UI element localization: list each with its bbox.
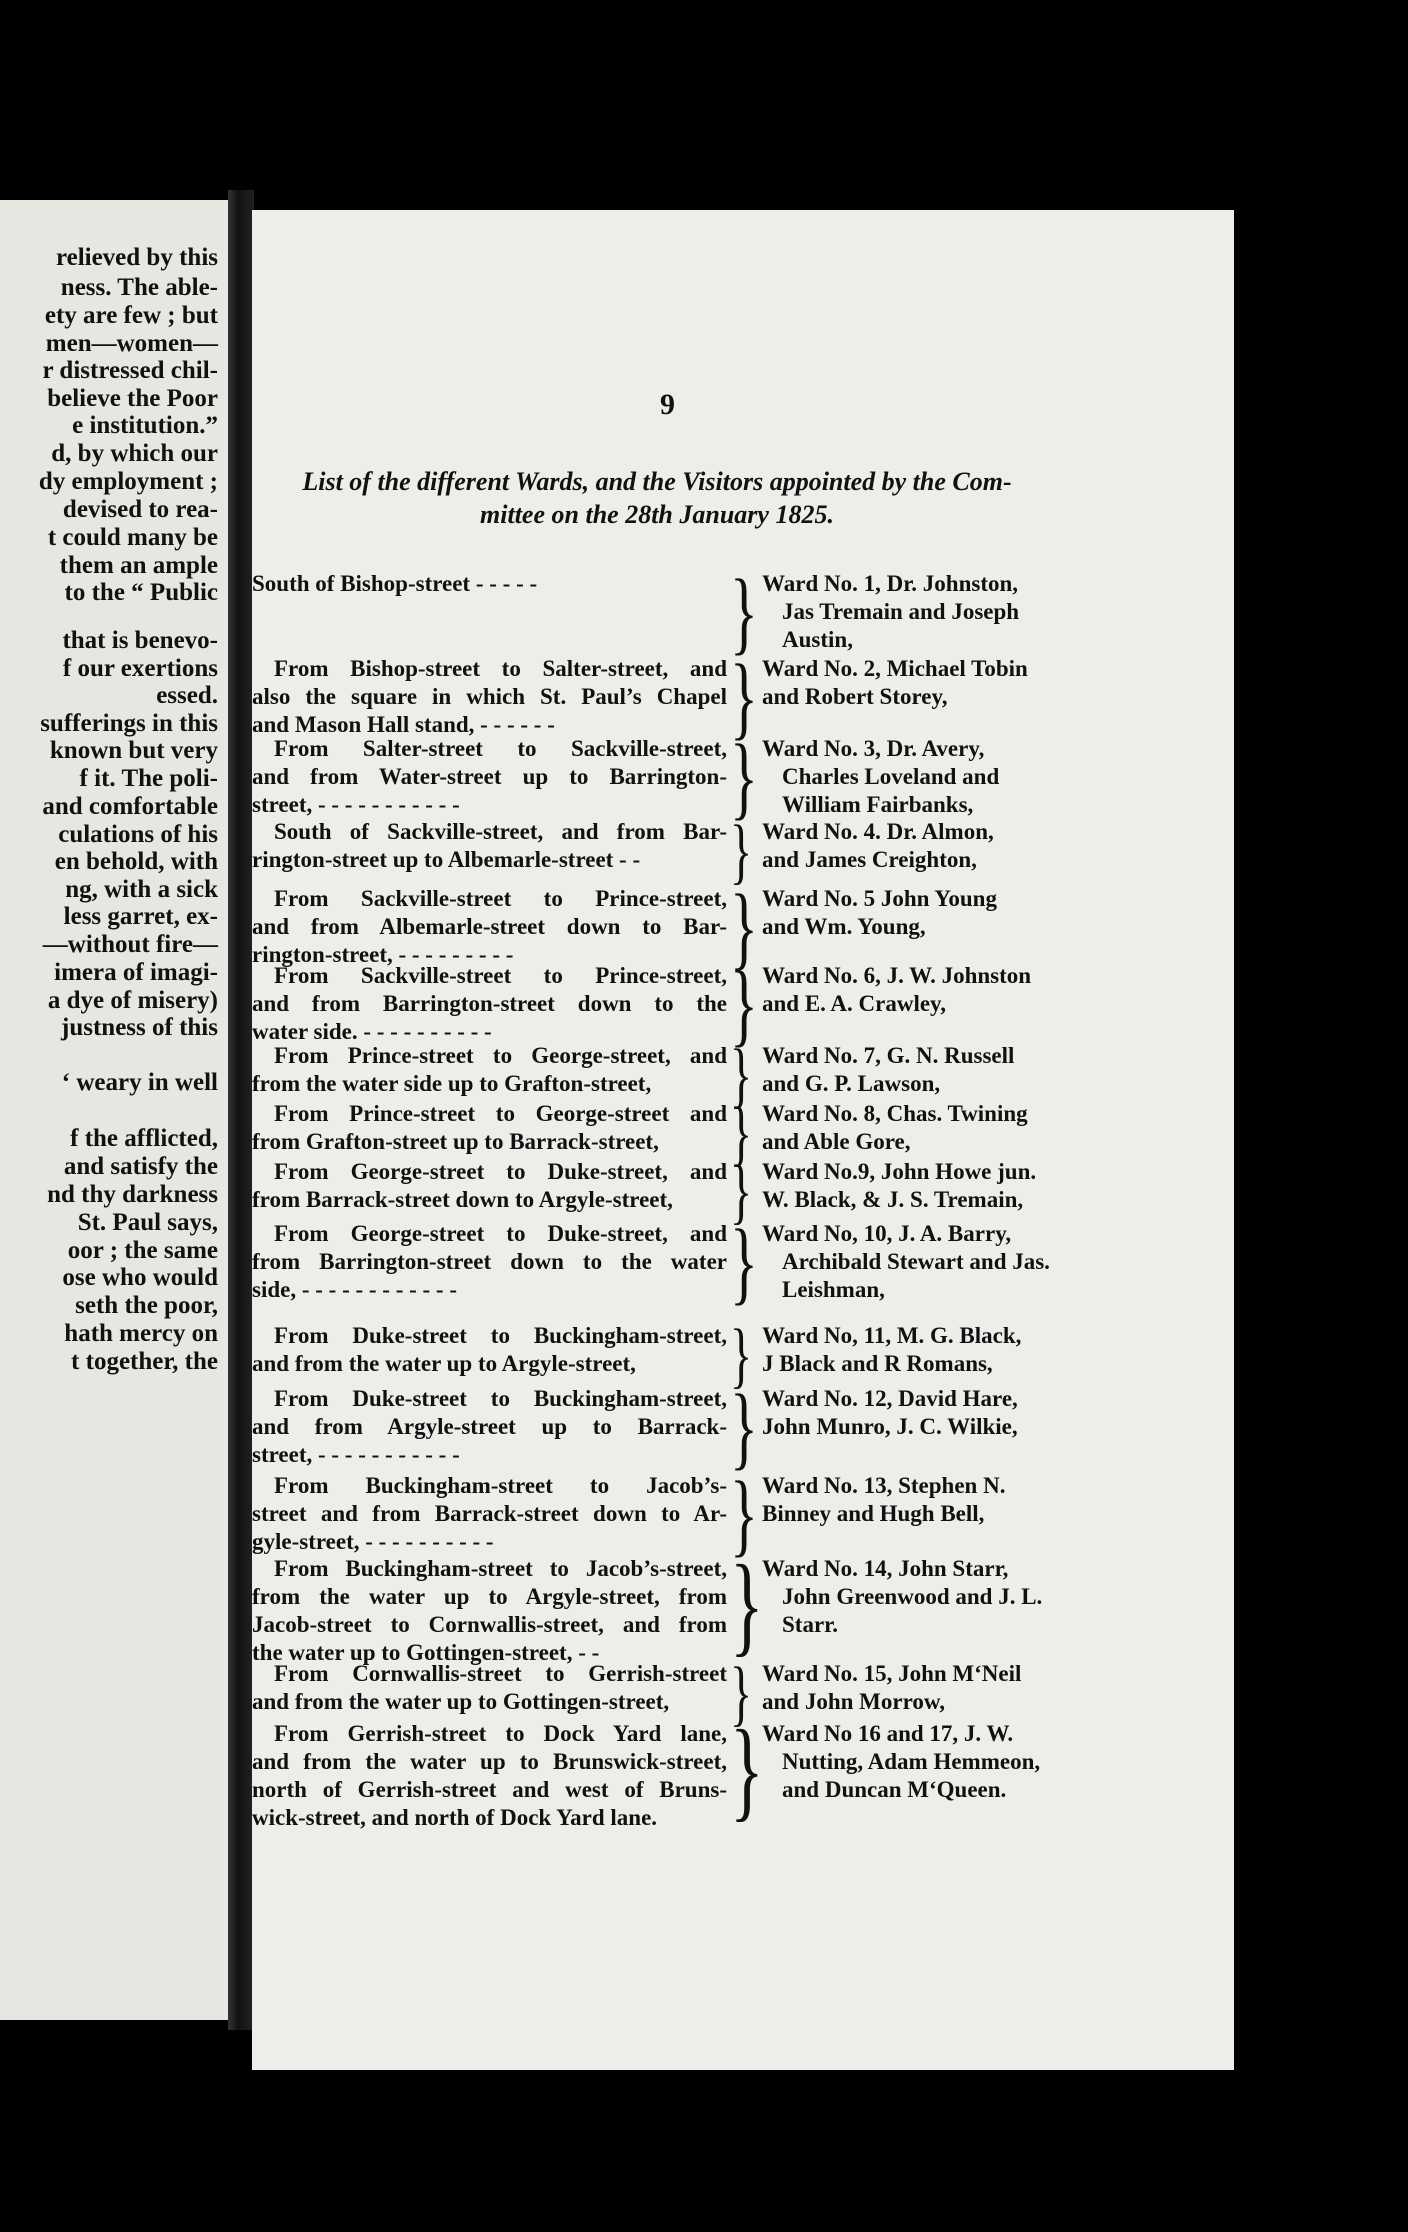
facing-page-line: men—women—: [45, 330, 218, 357]
facing-page-line: devised to rea-: [62, 496, 218, 523]
ward-visitors: [762, 1042, 1212, 1098]
ward-visitor-line: Charles Loveland and: [782, 764, 1000, 789]
ward-visitor-line: Ward No. 2, Michael Tobin: [762, 656, 1028, 681]
ward-visitor-line: and E. A. Crawley,: [762, 991, 947, 1016]
ward-visitors: [762, 1158, 1212, 1214]
ward-visitors: [762, 735, 1212, 819]
ward-boundary-line: street and from Barrack-street down to Ar-: [252, 1501, 727, 1526]
ward-boundary-line: and from Argyle-street up to Barrack-: [252, 1414, 727, 1439]
brace-mark: }: [730, 951, 758, 1056]
facing-page-line: en behold, with: [54, 848, 218, 875]
ward-boundary-line: water side. - - - - - - - - - -: [252, 1019, 492, 1044]
ward-boundary-line: From Prince-street to George-street, and: [274, 1043, 727, 1068]
facing-page-line: known but very: [49, 737, 218, 764]
ward-boundary-line: and from Water-street up to Barrington-: [252, 764, 727, 789]
ward-visitor-line: Ward No. 7, G. N. Russell: [762, 1043, 1015, 1068]
ward-visitor-line: Jas Tremain and Joseph: [782, 599, 1020, 624]
ward-boundary-description: [252, 1385, 727, 1469]
ward-boundary-line: from the water side up to Grafton-street,: [252, 1071, 652, 1096]
brace-mark: }: [730, 644, 758, 749]
ward-boundary-line: and Mason Hall stand, - - - - - -: [252, 712, 555, 737]
facing-page-line: believe the Poor: [47, 385, 218, 412]
brace-mark: }: [730, 724, 758, 829]
ward-boundary-description: [252, 1220, 727, 1304]
ward-visitor-line: Ward No. 1, Dr. Johnston,: [762, 571, 1019, 596]
ward-boundary-line: from Grafton-street up to Barrack-street,: [252, 1129, 659, 1154]
ward-boundary-line: From George-street to Duke-street, and: [274, 1159, 727, 1184]
main-page: [252, 210, 1234, 2070]
ward-boundary-line: From Sackville-street to Prince-street,: [274, 886, 727, 911]
facing-page-line: relieved by this: [55, 244, 218, 271]
ward-boundary-line: from Barrack-street down to Argyle-street,: [252, 1187, 673, 1212]
ward-boundary-description: [252, 1158, 727, 1214]
ward-boundary-line: From Gerrish-street to Dock Yard lane,: [274, 1721, 727, 1746]
ward-boundary-description: [252, 1322, 727, 1378]
ward-boundary-line: From Buckingham-street to Jacob’s-: [274, 1473, 727, 1498]
brace-mark: }: [730, 1374, 758, 1479]
facing-page-line: essed.: [156, 682, 218, 709]
facing-page-line: them an ample: [59, 552, 218, 579]
ward-visitor-line: Leishman,: [782, 1277, 885, 1302]
ward-boundary-line: rington-street up to Albemarle-street - -: [252, 847, 641, 872]
ward-visitor-line: and Able Gore,: [762, 1129, 911, 1154]
ward-visitor-line: and Duncan M‘Queen.: [782, 1777, 1007, 1802]
ward-boundary-description: [252, 1042, 727, 1098]
ward-visitors: [762, 962, 1212, 1018]
facing-page-line: St. Paul says,: [77, 1209, 218, 1236]
facing-page-line: to the “ Public: [64, 579, 218, 606]
facing-page-line: a dye of misery): [47, 987, 218, 1014]
facing-page-line: ng, with a sick: [65, 876, 218, 903]
ward-visitor-line: Ward No. 13, Stephen N.: [762, 1473, 1006, 1498]
ward-visitor-line: William Fairbanks,: [782, 792, 974, 817]
ward-visitor-line: and James Creighton,: [762, 847, 977, 872]
ward-visitor-line: Ward No.9, John Howe jun.: [762, 1159, 1037, 1184]
ward-boundary-line: and from the water up to Brunswick-street,: [252, 1749, 727, 1774]
ward-visitors: [762, 885, 1212, 941]
facing-page-line: hath mercy on: [64, 1320, 218, 1347]
facing-page-line: seth the poor,: [75, 1292, 218, 1319]
facing-page: [0, 200, 232, 2020]
facing-page-line: culations of his: [58, 821, 218, 848]
caption-line-2: mittee on the 28th January 1825.: [480, 500, 834, 529]
ward-visitors: [762, 1555, 1212, 1639]
ward-visitor-line: Ward No. 4. Dr. Almon,: [762, 819, 994, 844]
ward-boundary-line: From Duke-street to Buckingham-street,: [274, 1386, 727, 1411]
ward-visitor-line: Ward No. 3, Dr. Avery,: [762, 736, 985, 761]
ward-boundary-line: rington-street, - - - - - - - - -: [252, 942, 514, 967]
ward-boundary-line: From George-street to Duke-street, and: [274, 1221, 727, 1246]
ward-visitor-line: and John Morrow,: [762, 1689, 945, 1714]
ward-boundary-description: [252, 1720, 727, 1832]
ward-visitor-line: Austin,: [782, 627, 853, 652]
ward-visitor-line: Starr.: [782, 1612, 839, 1637]
facing-page-line: nd thy darkness: [47, 1181, 218, 1208]
ward-boundary-line: and from Albemarle-street down to Bar-: [252, 914, 727, 939]
ward-boundary-line: from Barrington-street down to the water: [252, 1249, 727, 1274]
ward-boundary-line: From Cornwallis-street to Gerrish-street: [274, 1661, 727, 1686]
brace-mark: }: [730, 1149, 753, 1231]
facing-page-line: f our exertions: [62, 655, 218, 682]
brace-mark: }: [730, 1461, 758, 1566]
facing-page-line: f the afflicted,: [70, 1125, 218, 1152]
facing-page-line: dy employment ;: [38, 468, 218, 495]
ward-boundary-line: gyle-street, - - - - - - - - - -: [252, 1529, 494, 1554]
ward-visitor-line: J Black and R Romans,: [762, 1351, 993, 1376]
ward-boundary-description: [252, 570, 727, 598]
ward-visitor-line: Ward No 16 and 17, J. W.: [762, 1721, 1014, 1746]
ward-visitor-line: Ward No. 12, David Hare,: [762, 1386, 1018, 1411]
facing-page-line: justness of this: [61, 1014, 218, 1041]
facing-page-line: that is benevo-: [62, 627, 218, 654]
brace-mark: }: [730, 1313, 753, 1395]
ward-boundary-description: [252, 655, 727, 739]
ward-visitor-line: W. Black, & J. S. Tremain,: [762, 1187, 1024, 1212]
ward-boundary-line: From Bishop-street to Salter-street, and: [274, 656, 727, 681]
facing-page-line: ness. The able-: [60, 274, 218, 301]
ward-boundary-line: street, - - - - - - - - - - -: [252, 792, 460, 817]
brace-mark: }: [730, 1209, 758, 1314]
ward-visitors: [762, 818, 1212, 874]
facing-page-line: t together, the: [71, 1348, 218, 1375]
ward-boundary-description: [252, 1555, 727, 1667]
ward-boundary-line: From Buckingham-street to Jacob’s-street,: [274, 1556, 727, 1581]
brace-mark: }: [730, 559, 758, 664]
facing-page-line: f it. The poli-: [79, 765, 218, 792]
facing-page-line: and comfortable: [42, 793, 218, 820]
ward-boundary-line: north of Gerrish-street and west of Bruns-: [252, 1777, 727, 1802]
ward-visitor-line: Ward No, 11, M. G. Black,: [762, 1323, 1022, 1348]
ward-boundary-line: Jacob-street to Cornwallis-street, and from: [252, 1612, 727, 1637]
ward-boundary-line: wick-street, and north of Dock Yard lane.: [252, 1805, 658, 1830]
facing-page-line: t could many be: [47, 524, 218, 551]
facing-page-line: ‘ weary in well: [61, 1069, 218, 1096]
ward-boundary-description: [252, 735, 727, 819]
ward-boundary-line: the water up to Gottingen-street, - -: [252, 1640, 600, 1665]
ward-visitors: [762, 1660, 1212, 1716]
ward-boundary-line: South of Bishop-street - - - - -: [252, 571, 538, 596]
page-number: 9: [660, 388, 675, 421]
brace-mark: }: [730, 1033, 753, 1115]
facing-page-line: oor ; the same: [67, 1237, 218, 1264]
ward-visitors: [762, 1720, 1212, 1804]
ward-boundary-description: [252, 962, 727, 1046]
ward-visitor-line: Ward No. 8, Chas. Twining: [762, 1101, 1028, 1126]
ward-boundary-line: also the square in which St. Paul’s Chapel: [252, 684, 727, 709]
ward-visitor-line: Ward No. 14, John Starr,: [762, 1556, 1009, 1581]
ward-visitor-line: Ward No. 15, John M‘Neil: [762, 1661, 1022, 1686]
caption-line-1: List of the different Wards, and the Visitors appointed by the Com-: [302, 467, 1012, 496]
ward-boundary-line: and from the water up to Gottingen-street,: [252, 1689, 670, 1714]
ward-visitor-line: Archibald Stewart and Jas.: [782, 1249, 1050, 1274]
ward-visitor-line: John Greenwood and J. L.: [782, 1584, 1043, 1609]
ward-visitor-line: Ward No. 6, J. W. Johnston: [762, 963, 1032, 988]
brace-mark: }: [730, 1651, 753, 1733]
ward-boundary-description: [252, 1472, 727, 1556]
page-caption: [262, 465, 1052, 531]
ward-visitor-line: and Wm. Young,: [762, 914, 926, 939]
brace-mark: }: [730, 1091, 753, 1173]
ward-visitors: [762, 655, 1212, 711]
ward-boundary-line: From Duke-street to Buckingham-street,: [274, 1323, 727, 1348]
ward-visitor-line: Binney and Hugh Bell,: [762, 1501, 985, 1526]
ward-boundary-description: [252, 1100, 727, 1156]
ward-visitors: [762, 570, 1212, 654]
facing-page-line: ose who would: [62, 1264, 218, 1291]
ward-visitor-line: John Munro, J. C. Wilkie,: [762, 1414, 1018, 1439]
ward-visitor-line: Ward No. 5 John Young: [762, 886, 997, 911]
ward-boundary-line: from the water up to Argyle-street, from: [252, 1584, 727, 1609]
facing-page-line: —without fire—: [42, 931, 218, 958]
ward-visitor-line: Nutting, Adam Hemmeon,: [782, 1749, 1041, 1774]
facing-page-line: e institution.”: [72, 412, 218, 439]
facing-page-line: and satisfy the: [63, 1153, 218, 1180]
facing-page-line: imera of imagi-: [54, 959, 218, 986]
ward-boundary-line: From Prince-street to George-street and: [274, 1101, 727, 1126]
ward-visitor-line: and Robert Storey,: [762, 684, 948, 709]
ward-boundary-line: and from the water up to Argyle-street,: [252, 1351, 636, 1376]
brace-mark: }: [730, 1709, 764, 1833]
ward-boundary-line: side, - - - - - - - - - - - -: [252, 1277, 458, 1302]
ward-visitor-line: and G. P. Lawson,: [762, 1071, 941, 1096]
ward-boundary-line: From Sackville-street to Prince-street,: [274, 963, 727, 988]
ward-boundary-line: and from Barrington-street down to the: [252, 991, 727, 1016]
ward-boundary-description: [252, 1660, 727, 1716]
facing-page-line: less garret, ex-: [63, 903, 218, 930]
book-gutter: [228, 190, 254, 2030]
facing-page-line: sufferings in this: [40, 710, 218, 737]
ward-visitor-line: Ward No, 10, J. A. Barry,: [762, 1221, 1012, 1246]
brace-mark: }: [730, 1544, 764, 1668]
facing-page-line: r distressed chil-: [42, 357, 218, 384]
facing-page-line: ety are few ; but: [44, 302, 218, 329]
ward-boundary-line: South of Sackville-street, and from Bar-: [274, 819, 727, 844]
ward-visitors: [762, 1472, 1212, 1528]
facing-page-line: d, by which our: [51, 440, 218, 467]
ward-visitors: [762, 1220, 1212, 1304]
brace-mark: }: [730, 874, 758, 979]
ward-visitors: [762, 1322, 1212, 1378]
ward-boundary-line: street, - - - - - - - - - - -: [252, 1442, 460, 1467]
brace-mark: }: [730, 809, 753, 891]
ward-boundary-description: [252, 885, 727, 969]
ward-boundary-line: From Salter-street to Sackville-street,: [274, 736, 727, 761]
ward-visitors: [762, 1385, 1212, 1441]
ward-boundary-description: [252, 818, 727, 874]
ward-visitors: [762, 1100, 1212, 1156]
